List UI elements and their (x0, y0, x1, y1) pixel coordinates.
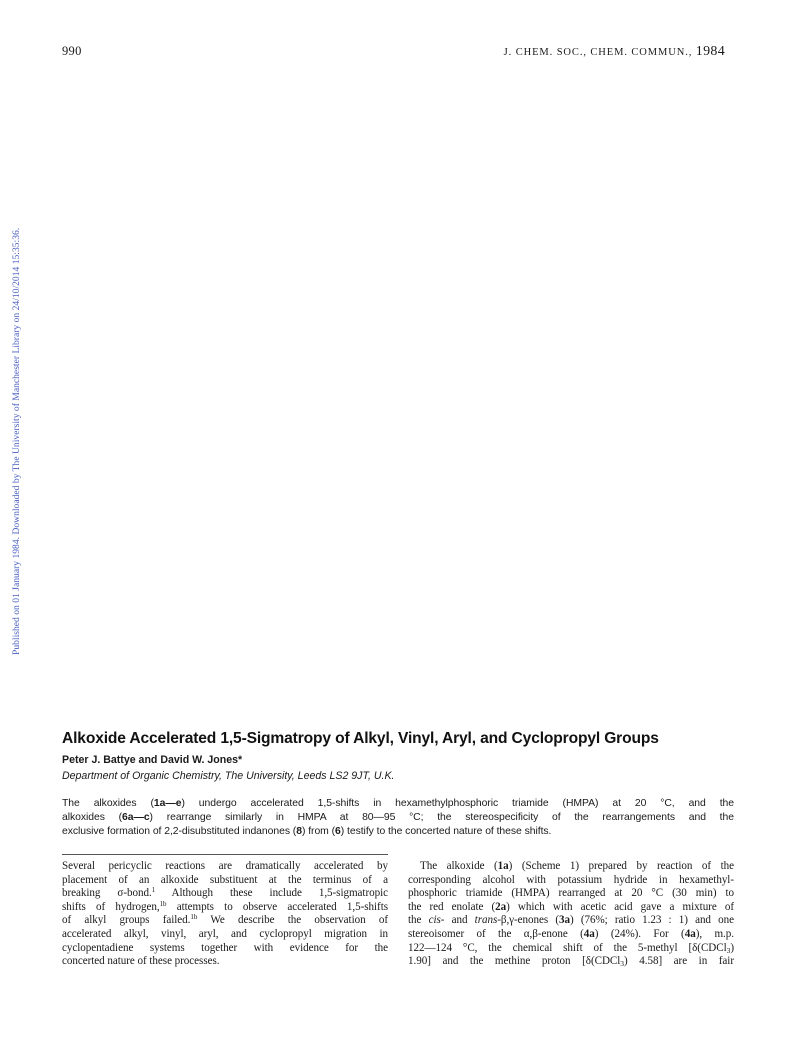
body-line: concerted nature of these processes. (62, 955, 220, 968)
body-line: Several pericyclic reactions are dramatically accelerated by (62, 860, 388, 872)
abstract-line: exclusive formation of 2,2-disubstituted indanones (8) from (6) testify to the concerted nature of these shifts. (62, 826, 552, 837)
body-line: phosphoric triamide (HMPA) rearranged at 20 °C (30 min) to (408, 887, 734, 900)
body-line: placement of an alkoxide substituent at the terminus of a (62, 873, 388, 886)
abstract-line: alkoxides (6a—c) rearrange similarly in HMPA at 80—95 °C; the stereospecificity of the rearrangements and the (62, 812, 734, 823)
article-title: Alkoxide Accelerated 1,5-Sigmatropy of Alkyl, Vinyl, Aryl, and Cyclopropyl Groups (62, 730, 659, 747)
body-column-right (408, 860, 734, 969)
body-line: of alkyl groups failed.$^{1b}$ We describe the observation of (62, 913, 388, 927)
body-line: shifts of hydrogen,$^{1b}$ attempts to observe accelerated 1,5-shifts (62, 899, 388, 913)
journal-year: 1984 (695, 44, 725, 59)
abstract (62, 797, 734, 839)
body-line: breaking σ-bond.$^1$ Although these include 1,5-sigmatropic (62, 886, 389, 900)
abstract-line: The alkoxides (1a—e) undergo accelerated 1,5-shifts in hexamethylphosphoric triamide (HMPA) at 20 °C, and the (62, 798, 734, 809)
column-divider-rule (62, 854, 388, 855)
body-line: cyclopentadiene systems together with evidence for the (62, 941, 388, 954)
body-line: 1.90] and the methine proton [δ(CDCl$_3$) 4.58] are in fair (408, 955, 734, 969)
body-line: 122—124 °C, the chemical shift of the 5-methyl [δ(CDCl$_3$) (408, 941, 734, 955)
body-line: accelerated alkyl, vinyl, aryl, and cyclopropyl migration in (62, 927, 388, 940)
article-authors: Peter J. Battye and David W. Jones* (62, 754, 243, 766)
body-line: corresponding alcohol with potassium hydride in hexamethyl- (408, 873, 734, 886)
running-head (504, 44, 725, 60)
journal-name: J. CHEM. SOC., CHEM. COMMUN., (503, 47, 693, 58)
body-line: The alkoxide (1a) (Scheme 1) prepared by reaction of the (420, 860, 734, 872)
article-affiliation: Department of Organic Chemistry, The University, Leeds LS2 9JT, U.K. (62, 770, 395, 782)
body-column-left (62, 860, 388, 969)
body-line: stereoisomer of the α,β-enone (4a) (24%). For (4a), m.p. (408, 927, 734, 940)
body-line: the red enolate (2a) which with acetic acid gave a mixture of (408, 900, 734, 913)
page-number: 990 (62, 44, 82, 58)
body-line: the cis- and trans-β,γ-enones (3a) (76%; ratio 1.23 : 1) and one (408, 914, 734, 927)
download-watermark: Published on 01 January 1984. Downloaded by The University of Manchester Library on 24/10/2014 15:35:36. (11, 227, 22, 655)
